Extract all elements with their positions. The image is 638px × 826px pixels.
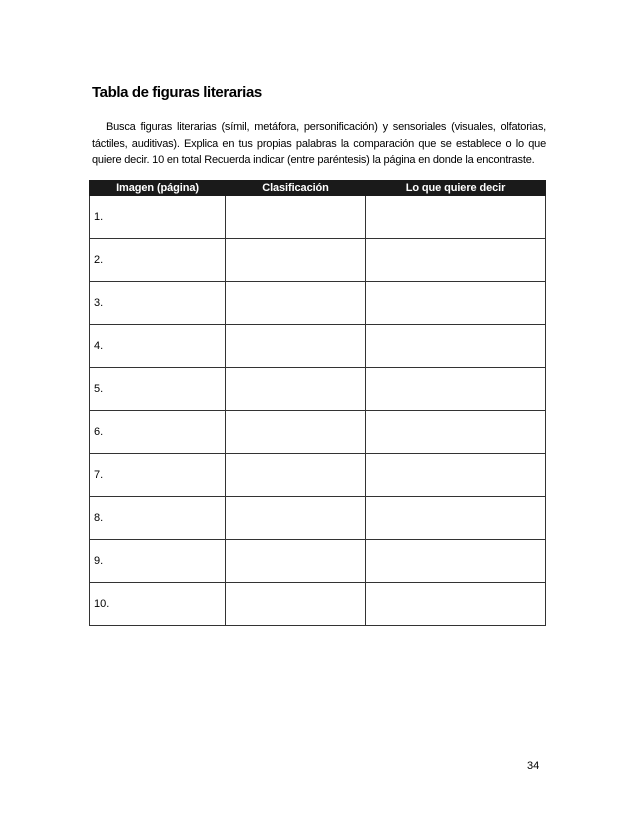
significado-cell[interactable] [366,196,546,239]
clasificacion-cell[interactable] [226,497,366,540]
header-significado: Lo que quiere decir [366,181,546,196]
table-row [90,411,546,454]
clasificacion-cell[interactable] [226,540,366,583]
literary-figures-table [89,180,546,626]
table-row [90,282,546,325]
table-row [90,454,546,497]
significado-cell[interactable] [366,411,546,454]
clasificacion-cell[interactable] [226,411,366,454]
row-label[interactable]: 8. [90,497,226,540]
instructions-text: Busca figuras literarias (símil, metáfora, personificación) y sensoriales (visuales, olfatorias, táctiles, auditivas). Explica en tus propias palabras la comparación que se establece o lo que quiere decir. 10 en total Recuerda indicar (entre paréntesis) la página en donde la encontraste. [92,121,546,166]
row-label[interactable]: 3. [90,282,226,325]
row-label[interactable]: 4. [90,325,226,368]
row-label[interactable]: 1. [90,196,226,239]
table-row [90,583,546,626]
significado-cell[interactable] [366,454,546,497]
table-row [90,368,546,411]
significado-cell[interactable] [366,325,546,368]
clasificacion-cell[interactable] [226,583,366,626]
significado-cell[interactable] [366,368,546,411]
row-label[interactable]: 9. [90,540,226,583]
table-row [90,540,546,583]
header-clasificacion: Clasificación [226,181,366,196]
clasificacion-cell[interactable] [226,282,366,325]
significado-cell[interactable] [366,282,546,325]
significado-cell[interactable] [366,497,546,540]
row-label[interactable]: 5. [90,368,226,411]
page-number: 34 [527,760,540,772]
clasificacion-cell[interactable] [226,368,366,411]
header-imagen: Imagen (página) [90,181,226,196]
significado-cell[interactable] [366,540,546,583]
page-title: Tabla de figuras literarias [92,84,262,101]
clasificacion-cell[interactable] [226,239,366,282]
clasificacion-cell[interactable] [226,454,366,497]
row-label[interactable]: 10. [90,583,226,626]
row-label[interactable]: 7. [90,454,226,497]
significado-cell[interactable] [366,239,546,282]
table-row [90,497,546,540]
clasificacion-cell[interactable] [226,325,366,368]
table-row [90,239,546,282]
significado-cell[interactable] [366,583,546,626]
table-header-row [90,181,546,196]
row-label[interactable]: 6. [90,411,226,454]
row-label[interactable]: 2. [90,239,226,282]
table-row [90,196,546,239]
table-row [90,325,546,368]
clasificacion-cell[interactable] [226,196,366,239]
table-header [90,181,546,196]
table-body [90,196,546,626]
